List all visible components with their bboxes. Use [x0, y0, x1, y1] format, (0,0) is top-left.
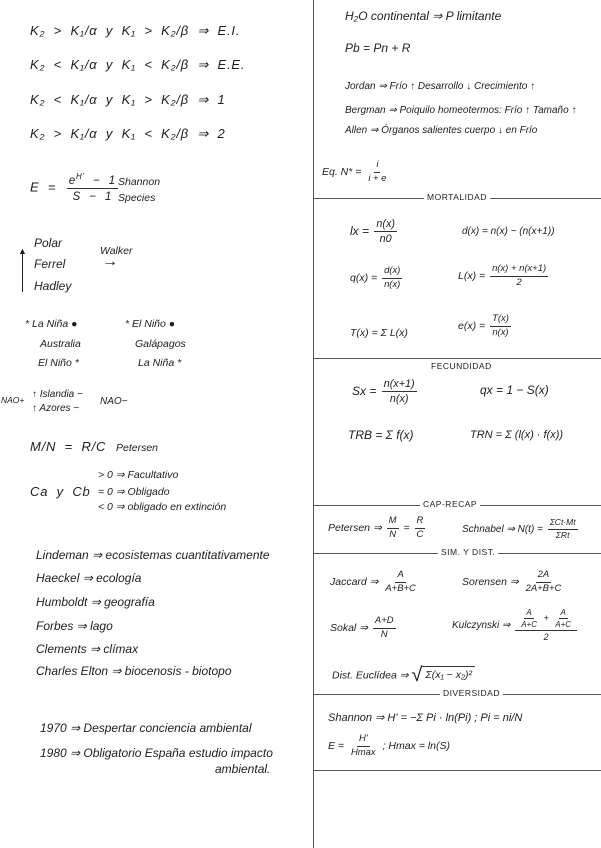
formula-kulczynski — [452, 608, 579, 643]
sorensen-den: 2A+B+C — [525, 582, 562, 594]
author-clements: Clements ⇒ clímax — [36, 642, 139, 656]
sorensen-num: 2A — [536, 570, 552, 583]
sokal-fraction — [373, 616, 396, 641]
kulczynski-n1: A — [524, 608, 533, 619]
petersen-n1: M — [387, 516, 399, 529]
section-title-sim-dist: SIM. Y DIST. — [438, 547, 498, 557]
kulczynski-numerator — [515, 608, 577, 631]
section-title-diversidad: DIVERSIDAD — [440, 688, 503, 698]
author-forbes: Forbes ⇒ lago — [36, 619, 113, 633]
interaction-label: Ca y Cb — [30, 484, 91, 499]
year-1970: 1970 ⇒ Despertar conciencia ambiental — [40, 721, 252, 735]
evenness-num-rest: − 1 — [84, 173, 116, 187]
evenness-numerator — [67, 172, 118, 189]
evenness-right-fraction — [349, 734, 378, 759]
lx-num: n(x) — [374, 218, 397, 232]
sx-fraction — [382, 378, 417, 406]
jaccard-num: A — [395, 570, 405, 583]
kulczynski-op: + — [543, 613, 549, 624]
evenness-num-base: e — [68, 173, 77, 187]
formula-trn: TRN = Σ (l(x) · f(x)) — [470, 429, 564, 441]
formula-lx — [350, 218, 399, 246]
competition-line-4: K₂ > K₁/α y K₁ < K₂/β ⇒ 2 — [30, 126, 226, 141]
kulczynski-d1: A+C — [521, 620, 537, 630]
formula-qx — [350, 266, 404, 291]
formula-trb: TRB = Σ f(x) — [348, 428, 414, 442]
lx-den: n0 — [379, 233, 392, 246]
formula-sorensen — [462, 570, 565, 595]
kulczynski-inner-frac-1 — [519, 608, 539, 629]
evenness-denominator: S − 1 — [72, 190, 113, 204]
rule-jordan: Jordan ⇒ Frío ↑ Desarrollo ↓ Crecimiento ↑ — [345, 81, 536, 92]
year-1980: 1980 ⇒ Obligatorio España estudio impacto — [40, 746, 273, 760]
petersen-left-formula: M/N = R/C — [30, 439, 107, 454]
section-title-cap-recap: CAP-RECAP — [420, 499, 480, 509]
lx-lhs: lx = — [350, 224, 370, 239]
kulczynski-d2: A+C — [555, 620, 572, 630]
formula-evenness-right — [328, 734, 450, 759]
schnabel-fraction — [548, 518, 578, 541]
Lx-den: 2 — [516, 276, 522, 288]
sorensen-fraction — [524, 570, 564, 595]
competition-line-2: K₂ < K₁/α y K₁ < K₂/β ⇒ E.E. — [30, 57, 246, 72]
formula-euclid — [332, 664, 475, 687]
enso-r1-c2: * El Niño ● — [125, 318, 176, 330]
interaction-case-3: < 0 ⇒ obligado en extinción — [98, 501, 227, 513]
cell-walker: Walker — [100, 245, 133, 257]
petersen-d1: N — [389, 528, 397, 540]
formula-ex — [458, 314, 513, 339]
formula-shannon: Shannon ⇒ H' = −Σ Pi · ln(Pi) ; Pi = ni/N — [328, 712, 523, 724]
ex-lhs: e(x) = — [458, 320, 486, 333]
nao-azores: ↑ Azores − — [32, 403, 80, 414]
sx-lhs: Sx = — [352, 384, 377, 399]
sx-den: n(x) — [389, 393, 409, 406]
qx-fraction — [382, 266, 402, 291]
formula-Lx — [458, 264, 550, 289]
competition-line-3: K₂ < K₁/α y K₁ > K₂/β ⇒ 1 — [30, 92, 226, 107]
enso-r3-c1: El Niño * — [38, 357, 79, 369]
petersen-d2: C — [416, 528, 424, 540]
jaccard-den: A+B+C — [385, 582, 416, 594]
Lx-fraction — [490, 264, 548, 289]
cell-ferrel: Ferrel — [34, 257, 66, 271]
qx-den: n(x) — [384, 278, 401, 290]
evenness-lhs: E = — [30, 179, 57, 195]
schnabel-den: ΣRt — [555, 529, 570, 540]
petersen-frac-2 — [415, 516, 426, 541]
section-title-mortalidad: MORTALIDAD — [424, 192, 490, 202]
water-line: H₂O continental ⇒ P limitante — [345, 9, 502, 23]
jaccard-fraction — [383, 570, 417, 595]
divider-bottom — [313, 770, 601, 771]
arrow-up-shaft — [22, 254, 23, 292]
competition-line-1: K₂ > K₁/α y K₁ > K₂/β ⇒ E.I. — [30, 23, 241, 38]
schnabel-num: ΣCt·Mt — [548, 518, 578, 530]
evenness-right-num: H' — [357, 734, 370, 747]
arrow-right-icon: → — [102, 253, 118, 270]
arrow-up-icon: ▲ — [18, 246, 27, 256]
evenness-formula — [30, 172, 120, 204]
pb-line: Pb = Pn + R — [345, 41, 411, 55]
sokal-lhs: Sokal ⇒ — [330, 622, 368, 635]
enso-r1-c1: * La Niña ● — [25, 318, 78, 330]
interaction-case-2: = 0 ⇒ Obligado — [98, 486, 170, 498]
sokal-num: A+D — [373, 616, 396, 629]
petersen-frac-1 — [387, 516, 399, 541]
equilibrium-den: i + e — [368, 172, 387, 184]
Lx-lhs: L(x) = — [458, 270, 486, 283]
formula-jaccard — [330, 570, 420, 595]
kulczynski-n2: A — [559, 608, 568, 619]
sorensen-lhs: Sorensen ⇒ — [462, 576, 519, 589]
euclid-lhs: Dist. Euclídea ⇒ — [332, 669, 409, 682]
kulczynski-inner-frac-2 — [553, 608, 573, 629]
evenness-note-shannon: Shannon — [118, 176, 161, 188]
section-title-fecundidad: FECUNDIDAD — [428, 361, 495, 371]
sokal-den: N — [380, 628, 388, 640]
ex-num: T(x) — [490, 314, 511, 327]
year-1980-cont: ambiental. — [215, 762, 271, 776]
qx-num: d(x) — [382, 266, 402, 279]
column-divider — [313, 0, 314, 848]
cell-hadley: Hadley — [34, 279, 72, 293]
sqrt-icon: √ — [411, 664, 423, 686]
rule-bergman: Bergman ⇒ Poiquilo homeotermos: Frío ↑ Tamaño ↑ — [345, 105, 577, 116]
nao-minus: NAO− — [100, 396, 128, 407]
equilibrium-formula — [322, 160, 390, 185]
kulczynski-den: 2 — [543, 632, 549, 643]
formula-qx-fec: qx = 1 − S(x) — [480, 383, 549, 397]
equilibrium-num: i — [374, 160, 380, 173]
kulczynski-lhs: Kulczynski ⇒ — [452, 620, 511, 631]
petersen-lhs: Petersen ⇒ — [328, 522, 382, 535]
lx-fraction — [374, 218, 397, 246]
equilibrium-lhs: Eq. N* = — [322, 166, 362, 179]
enso-r3-c2: La Niña * — [138, 357, 182, 369]
divider-fecundidad — [313, 358, 601, 359]
nao-plus: NAO+ — [1, 395, 25, 405]
author-lindeman: Lindeman ⇒ ecosistemas cuantitativamente — [36, 548, 270, 562]
equilibrium-fraction — [366, 160, 388, 185]
sx-num: n(x+1) — [382, 378, 417, 392]
petersen-left-name: Petersen — [116, 442, 159, 454]
evenness-note-species: Species — [118, 192, 156, 204]
enso-r2-c2: Galápagos — [135, 338, 186, 350]
jaccard-lhs: Jaccard ⇒ — [330, 576, 379, 589]
cell-polar: Polar — [34, 236, 63, 250]
formula-schnabel — [462, 518, 580, 541]
formula-dx: d(x) = n(x) − (n(x+1)) — [462, 226, 555, 237]
qx-lhs: q(x) = — [350, 272, 378, 285]
author-elton: Charles Elton ⇒ biocenosis - biotopo — [36, 664, 232, 678]
ex-den: n(x) — [492, 326, 509, 338]
author-haeckel: Haeckel ⇒ ecología — [36, 571, 142, 585]
formula-sx — [352, 378, 419, 406]
ex-fraction — [490, 314, 511, 339]
evenness-fraction — [67, 172, 118, 204]
evenness-right-lhs: E = — [328, 740, 345, 753]
rule-allen: Allen ⇒ Órganos salientes cuerpo ↓ en Frío — [345, 125, 538, 136]
petersen-n2: R — [415, 516, 426, 529]
petersen-eq: = — [403, 522, 410, 535]
Lx-num: n(x) + n(x+1) — [490, 264, 548, 277]
evenness-right-den: Hmax — [350, 746, 376, 758]
schnabel-lhs: Schnabel ⇒ N(t) = — [462, 523, 543, 535]
author-humboldt: Humboldt ⇒ geografía — [36, 595, 155, 609]
euclid-radicand: Σ(x₁ − x₂)² — [422, 666, 475, 681]
kulczynski-fraction — [515, 608, 577, 643]
evenness-num-sup: H' — [76, 172, 85, 181]
formula-sokal — [330, 616, 398, 641]
formula-Tx: T(x) = Σ L(x) — [350, 327, 408, 339]
nao-islandia: ↑ Islandia − — [32, 389, 83, 400]
evenness-right-rest: ; Hmax = ln(S) — [382, 740, 450, 753]
formula-petersen — [328, 516, 427, 541]
interaction-case-1: > 0 ⇒ Facultativo — [98, 469, 179, 481]
enso-r2-c1: Australia — [40, 338, 81, 350]
